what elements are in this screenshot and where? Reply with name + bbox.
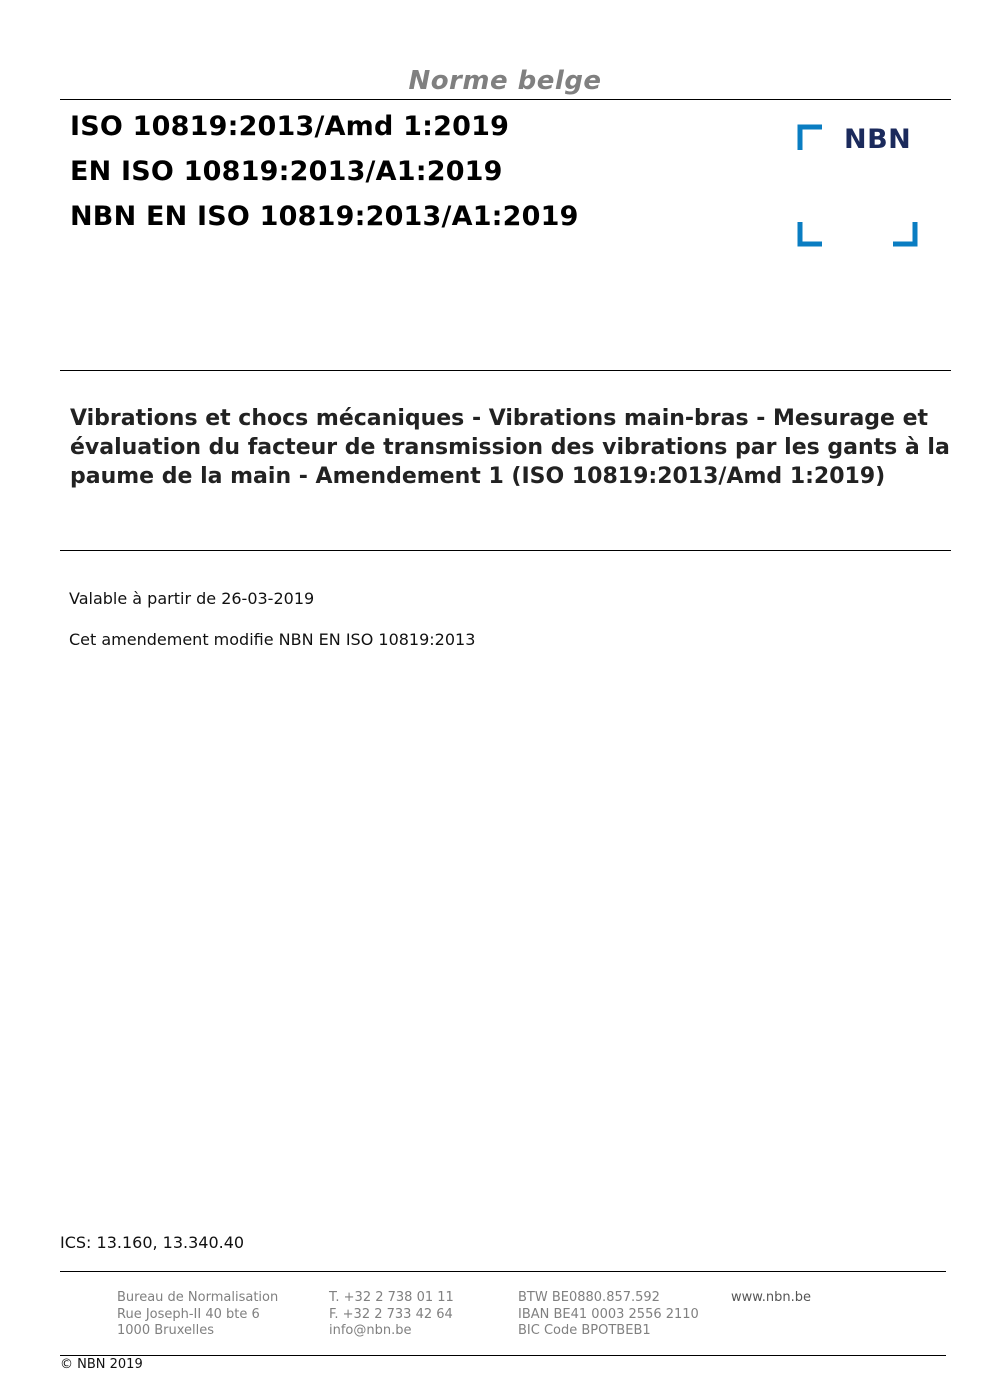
footer-vat: BTW BE0880.857.592: [518, 1290, 660, 1305]
footer-address: [117, 1290, 278, 1340]
logo-text: NBN: [844, 124, 912, 155]
standard-id-nbn: NBN EN ISO 10819:2013/A1:2019: [70, 201, 579, 232]
validity-date: Valable à partir de 26-03-2019: [69, 589, 315, 608]
copyright: © NBN 2019: [60, 1357, 143, 1372]
footer-email: info@nbn.be: [329, 1323, 412, 1338]
title-top-divider: [60, 370, 951, 371]
footer-fax: F. +32 2 733 42 64: [329, 1306, 453, 1322]
standard-id-en: EN ISO 10819:2013/A1:2019: [70, 156, 503, 187]
title-bottom-divider: [60, 550, 951, 551]
footer-address-line: Rue Joseph-II 40 bte 6: [117, 1306, 260, 1322]
nbn-logo: [797, 124, 921, 248]
footer-bank: [518, 1290, 699, 1340]
ics-codes: ICS: 13.160, 13.340.40: [60, 1233, 245, 1252]
footer-phone: T. +32 2 738 01 11: [329, 1290, 454, 1305]
header-divider: [60, 99, 951, 100]
footer-website: [731, 1290, 811, 1307]
footer-top-divider: [60, 1271, 946, 1272]
footer-iban: IBAN BE41 0003 2556 2110: [518, 1306, 699, 1322]
footer-address-line: 1000 Bruxelles: [117, 1323, 215, 1338]
footer-bic: BIC Code BPOTBEB1: [518, 1323, 651, 1338]
amendment-note: Cet amendement modifie NBN EN ISO 10819:2013: [69, 630, 476, 649]
document-title: Vibrations et chocs mécaniques - Vibrations main-bras - Mesurage et évaluation du facteur de transmission des vibrations par les gants à la paume de la main - Amendement 1 (ISO 10819:2013/Amd 1:2019): [70, 406, 950, 489]
website-link[interactable]: www.nbn.be: [731, 1290, 811, 1305]
footer-contact: [329, 1290, 454, 1340]
footer-bottom-divider: [60, 1355, 946, 1356]
footer-address-line: Bureau de Normalisation: [117, 1290, 279, 1305]
document-type-label: Norme belge: [408, 66, 602, 96]
standard-id-iso: ISO 10819:2013/Amd 1:2019: [70, 111, 510, 142]
